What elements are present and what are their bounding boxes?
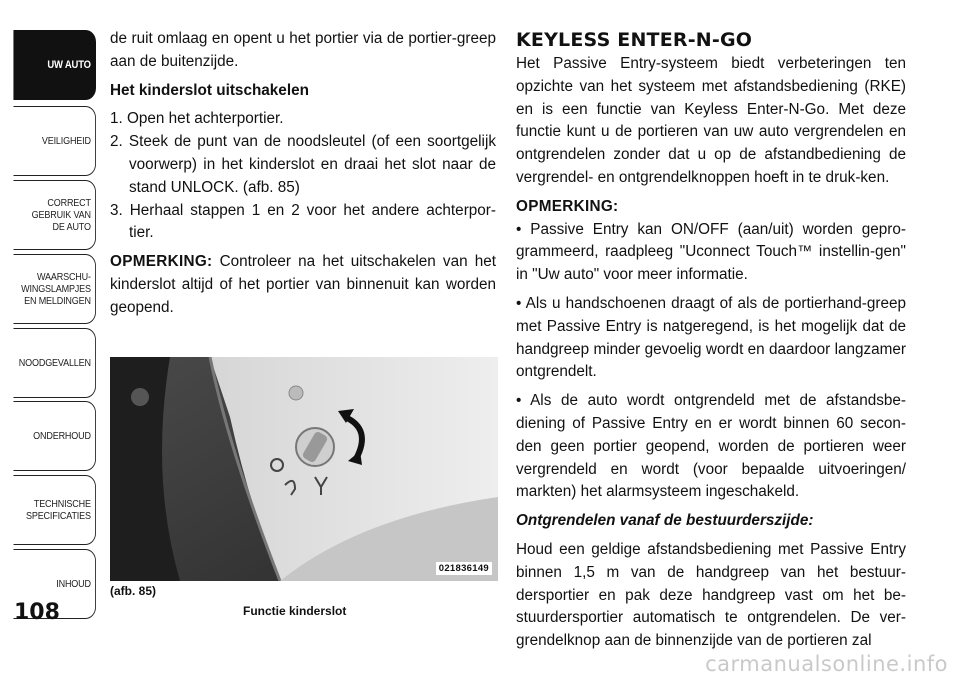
step-item: 2. Steek de punt van de noodsleutel (of een soortgelijk voorwerp) in het kinderslot en draai het slot naar de stand UNLOCK. (afb. 85) [110, 133, 496, 196]
figure-caption: Functie kinderslot [243, 604, 347, 618]
tab-technische-specificaties[interactable]: TECHNISCHE SPECIFICATIES [13, 475, 96, 545]
steps-list [110, 108, 496, 245]
figure-label: (afb. 85) [110, 584, 157, 598]
note-label: OPMERKING: [110, 253, 213, 271]
section-heading: KEYLESS ENTER-N-GO [516, 29, 753, 51]
page-number: 108 [14, 600, 60, 625]
child-lock-photo [110, 357, 498, 581]
intro-paragraph: de ruit omlaag en opent u het portier via de portier-greep aan de buitenzijde. [110, 30, 496, 70]
note-text: Controleer na het uitschakelen van het kinderslot altijd of het portier van binnenuit kan worden geopend. [110, 253, 497, 316]
bullet-item: • Passive Entry kan ON/OFF (aan/uit) worden gepro-grammeerd, raadpleeg "Uconnect Touch™ instellin-gen" in "Uw auto" voor meer informatie. [516, 220, 906, 284]
step-item: 3. Herhaal stappen 1 en 2 voor het andere achterpor-tier. [110, 201, 496, 242]
section-subheading: Het kinderslot uitschakelen [110, 81, 309, 99]
intro-paragraph: Het Passive Entry-systeem biedt verbeteringen ten opzichte van het systeem met afstandsbediening (RKE) en is een functie van Keyless Enter-N-Go. Met deze functie kunt u de portieren van uw auto vergrendelen en ontgrendelen zonder dat u op de afstandbediening de vergrendel- en ontgrendelknoppen hoeft in te druk-ken. [516, 55, 906, 186]
bullet-item: • Als de auto wordt ontgrendeld met de afstandsbe-diening of Passive Entry en er wordt binnen 60 secon-den geen portier geopend, worden de portieren weer vergrendeld en wordt (voor bepaalde uitvoeringen/ markten) het alarmsysteem ingeschakeld. [516, 392, 906, 501]
note-paragraph [110, 251, 496, 319]
watermark: carmanualsonline.info [705, 652, 948, 676]
door-lock-illustration [110, 357, 498, 581]
tab-correct-gebruik[interactable]: CORRECT GEBRUIK VAN DE AUTO [13, 180, 96, 250]
left-column [110, 28, 496, 326]
step-item: 1. Open het achterportier. [110, 110, 284, 128]
subheading: Ontgrendelen vanaf de bestuurderszijde: [516, 512, 814, 530]
body-paragraph: Houd een geldige afstandsbediening met Passive Entry binnen 1,5 m van de handgreep van het bestuur-dersportier en pak deze handgreep vast om het be-stuurdersportier automatisch te ontgrendelen. De ver-grendelknop aan de binnenzijde van de portieren zal [516, 540, 906, 650]
tab-uw-auto[interactable]: UW AUTO [13, 30, 96, 100]
tab-waarschuwingslampjes[interactable]: WAARSCHU- WINGSLAMPJES EN MELDINGEN [13, 254, 96, 324]
note-label: OPMERKING: [516, 197, 619, 215]
tab-noodgevallen[interactable]: NOODGEVALLEN [13, 328, 96, 398]
tab-veiligheid[interactable]: VEILIGHEID [13, 106, 96, 176]
chapter-tabs [0, 0, 96, 600]
tab-onderhoud[interactable]: ONDERHOUD [13, 401, 96, 471]
right-column [516, 28, 906, 659]
bullet-item: • Als u handschoenen draagt of als de portierhand-greep met Passive Entry is natgeregend, is het mogelijk dat de handgreep minder gevoelig wordt en daardoor langzamer ontgrendelt. [516, 294, 906, 381]
tab-inhoud[interactable]: INHOUD [13, 549, 96, 619]
figure-code: 021836149 [436, 562, 492, 575]
